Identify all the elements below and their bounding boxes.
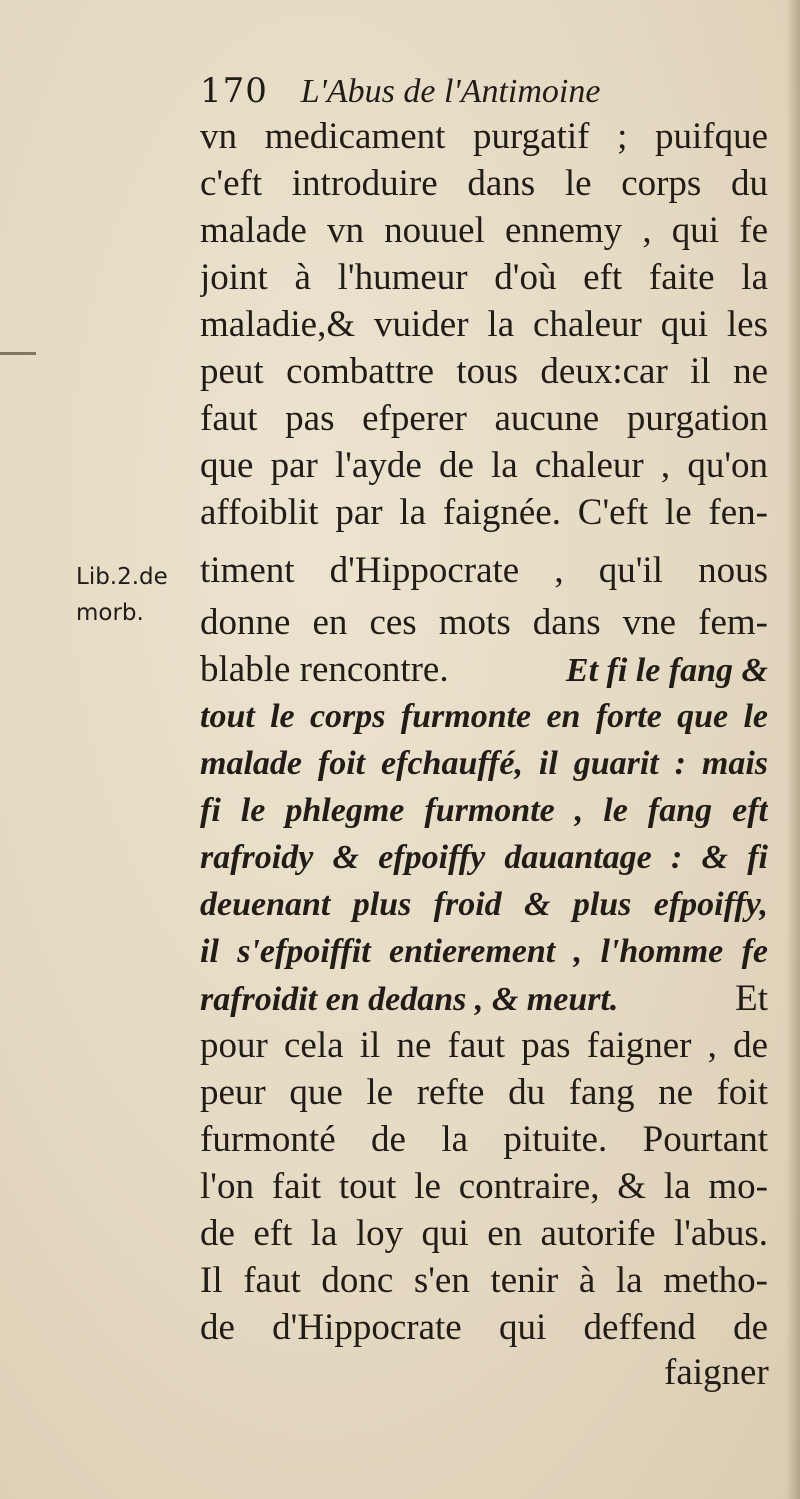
text-line-8: que par l'ayde de la chaleur , qu'on — [200, 445, 768, 486]
text-line-4: joint à l'humeur d'où eft faite la — [200, 257, 768, 298]
text-line-3: malade vn nouuel ennemy , qui fe — [200, 210, 768, 251]
text-line-9: affoiblit par la faignée. C'eft le fen- — [200, 492, 768, 533]
running-header — [200, 68, 600, 114]
margin-note-line-2: morb. — [76, 600, 144, 626]
text-line-13: tout le corps furmonte en forte que le — [200, 698, 768, 735]
margin-tick-mark — [0, 352, 36, 355]
text-line-19-roman: Et — [735, 978, 768, 1019]
text-line-15: fi le phlegme furmonte , le fang eft — [200, 792, 768, 829]
text-line-5: maladie,& vuider la chaleur qui les — [200, 304, 768, 345]
text-line-7: faut pas efperer aucune purgation — [200, 398, 768, 439]
text-line-6: peut combattre tous deux:car il ne — [200, 351, 768, 392]
text-line-22: furmonté de la pituite. Pourtant — [200, 1119, 768, 1160]
text-line-19-italic: rafroidit en dedans , & meurt. — [200, 981, 619, 1018]
text-line-25: Il faut donc s'en tenir à la metho- — [200, 1260, 768, 1301]
text-line-11: donne en ces mots dans vne fem- — [200, 602, 768, 643]
margin-note-line-1: Lib.2.de — [76, 564, 168, 590]
text-line-10: timent d'Hippocrate , qu'il nous — [200, 550, 768, 591]
text-line-12-roman: blable rencontre. — [200, 649, 449, 690]
catchword: faigner — [664, 1352, 769, 1393]
text-line-24: de eft la loy qui en autorife l'abus. — [200, 1213, 768, 1254]
text-line-26: de d'Hippocrate qui deffend de — [200, 1307, 768, 1348]
text-line-23: l'on fait tout le contraire, & la mo- — [200, 1166, 768, 1207]
text-line-14: malade foit efchauffé, il guarit : mais — [200, 745, 768, 782]
text-line-20: pour cela il ne faut pas faigner , de — [200, 1025, 768, 1066]
running-title: L'Abus de l'Antimoine — [300, 73, 601, 110]
text-line-2: c'eft introduire dans le corps du — [200, 163, 768, 204]
text-line-21: peur que le refte du fang ne foit — [200, 1072, 768, 1113]
text-line-1: vn medicament purgatif ; puifque — [200, 116, 768, 157]
text-line-19 — [200, 976, 768, 1022]
text-line-12 — [200, 647, 768, 693]
page-gutter-shadow — [786, 0, 800, 1499]
text-line-18: il s'efpoiffit entierement , l'homme fe — [200, 933, 768, 970]
page-number: 170 — [200, 71, 268, 111]
text-line-12-italic: Et fi le fang & — [565, 652, 768, 689]
text-line-17: deuenant plus froid & plus efpoiffy, — [200, 886, 768, 923]
text-line-16: rafroidy & efpoiffy dauantage : & fi — [200, 839, 768, 876]
